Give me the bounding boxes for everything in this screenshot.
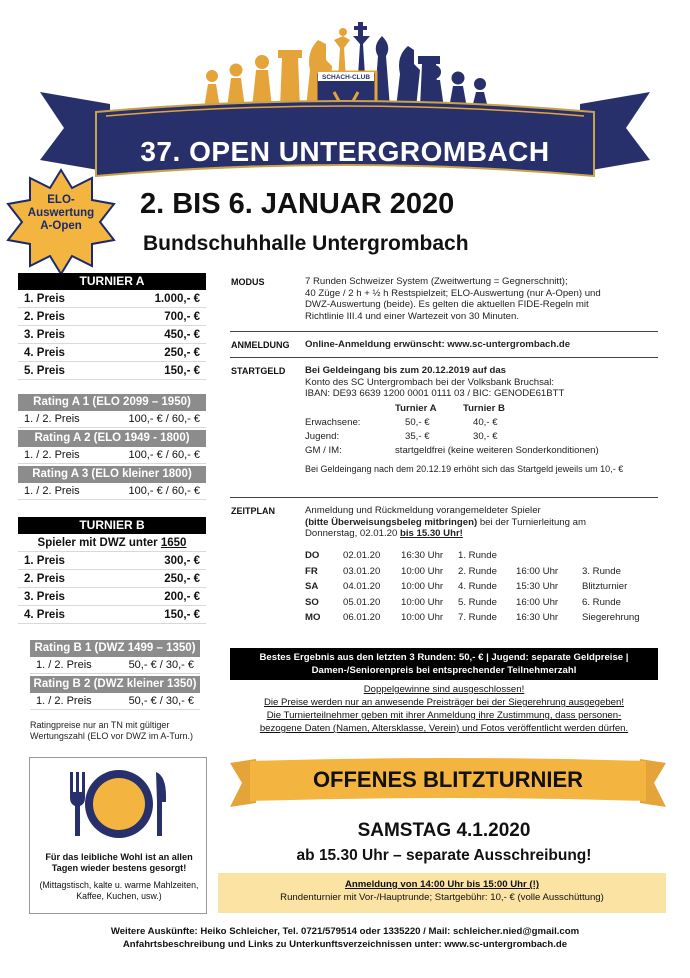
rating-note: Ratingpreise nur an TN mit gültiger Wertungszahl (ELO vor DWZ im A-Turn.) bbox=[30, 720, 194, 741]
prize-row: 3. Preis 450,- € bbox=[18, 326, 206, 344]
plate-cutlery-icon bbox=[30, 758, 208, 848]
footer: Weitere Auskünfte: Heiko Schleicher, Tel. 0721/579514 oder 1335220 / Mail: schleicher.nied@gmail.com Anfahrtsbeschreibung und Links zu Unterkunftsverzeichnissen unter: www.sc-untergrombach.de bbox=[110, 926, 580, 950]
fee-row: Erwachsene: 50,- € 40,- € bbox=[305, 417, 498, 429]
schedule-row: DO 02.01.20 16:30 Uhr 1. Runde bbox=[305, 550, 497, 561]
schedule-row: SO 05.01.20 10:00 Uhr 5. Runde 16:00 Uhr 6. Runde bbox=[305, 596, 621, 608]
rating-row: 1. / 2. Preis 100,- € / 60,- € bbox=[18, 411, 206, 428]
divider bbox=[230, 497, 658, 498]
food-subtext: (Mittagstisch, kalte u. warme Mahlzeiten, Kaffee, Kuchen, usw.) bbox=[39, 880, 199, 901]
event-date: 2. BIS 6. JANUAR 2020 bbox=[140, 188, 455, 220]
turnier-a-title: TURNIER A bbox=[18, 273, 206, 290]
anmeldung-text: Online-Anmeldung erwünscht: www.sc-untergrombach.de bbox=[305, 339, 571, 350]
schedule-row: MO 06.01.20 10:00 Uhr 7. Runde 16:30 Uhr Siegerehrung bbox=[305, 612, 640, 623]
prize-row: 3. Preis 200,- € bbox=[18, 588, 206, 606]
turnier-b-subtitle: Spieler mit DWZ unter 1650 bbox=[18, 534, 206, 552]
modus-label: MODUS bbox=[231, 277, 265, 287]
fee-row: GM / IM: startgeldfrei (keine weiteren Sonderkonditionen) bbox=[305, 445, 599, 457]
fee-row: Jugend: 35,- € 30,- € bbox=[305, 431, 498, 443]
rating-title: Rating A 2 (ELO 1949 - 1800) bbox=[18, 430, 206, 447]
rating-title: Rating A 3 (ELO kleiner 1800) bbox=[18, 466, 206, 483]
page-title: 37. OPEN UNTERGROMBACH bbox=[140, 136, 550, 167]
startgeld-text: Bei Geldeingang bis zum 20.12.2019 auf das Konto des SC Untergrombach bei der Volksbank Bruchsal: IBAN: DE93 6639 1200 0001 0111 03 / BIC: GENODE61BTT Turnier A Turnier B Erwachsene: 50,- € 40,- € Jugend: 35,- € 30,- € GM / IM: startgeldfrei (keine weiteren Sonderkonditionen) Bei Geldeingang nach dem 20.12.19 erhöht sich das Startgeld jeweils um 10,- € bbox=[305, 365, 655, 476]
prize-row: 1. Preis 300,- € bbox=[18, 552, 206, 570]
blitz-title: OFFENES BLITZTURNIER bbox=[312, 767, 584, 792]
rating-title: Rating B 2 (DWZ kleiner 1350) bbox=[30, 676, 200, 693]
prize-row: 2. Preis 700,- € bbox=[18, 308, 206, 326]
zeitplan-text: Anmeldung und Rückmeldung vorangemeldeter Spieler (bitte Überweisungsbeleg mitbringen) bei der Turnierleitung am Donnerstag, 02.01.20 bis 15.30 Uhr! bbox=[305, 505, 586, 540]
divider bbox=[230, 357, 658, 358]
blitz-date: SAMSTAG 4.1.2020 bbox=[357, 820, 531, 841]
rating-row: 1. / 2. Preis 100,- € / 60,- € bbox=[18, 447, 206, 464]
blitz-info-box: Anmeldung von 14:00 Uhr bis 15:00 Uhr (!) Rundenturnier mit Vor-/Hauptrunde; Startgebühr: 10,- € (volle Ausschüttung) bbox=[218, 873, 666, 913]
rating-title: Rating B 1 (DWZ 1499 – 1350) bbox=[30, 640, 200, 657]
prize-row: 4. Preis 150,- € bbox=[18, 606, 206, 624]
prize-row: 5. Preis 150,- € bbox=[18, 362, 206, 380]
food-box bbox=[29, 757, 207, 914]
anmeldung-label: ANMELDUNG bbox=[231, 340, 290, 350]
elo-badge-text: ELO- Auswertung A-Open bbox=[27, 194, 95, 232]
rating-row: 1. / 2. Preis 100,- € / 60,- € bbox=[18, 483, 206, 500]
prize-row: 4. Preis 250,- € bbox=[18, 344, 206, 362]
zeitplan-label: ZEITPLAN bbox=[231, 506, 275, 516]
turnier-a-table bbox=[18, 273, 206, 380]
svg-text:SCHACH-CLUB: SCHACH-CLUB bbox=[321, 74, 371, 81]
rating-title: Rating A 1 (ELO 2099 – 1950) bbox=[18, 394, 206, 411]
food-text: Für das leibliche Wohl ist an allen Tagen wieder bestens gesorgt! bbox=[45, 852, 193, 873]
rating-row: 1. / 2. Preis 50,- € / 30,- € bbox=[30, 693, 200, 710]
prize-row: 2. Preis 250,- € bbox=[18, 570, 206, 588]
turnier-b-table bbox=[18, 517, 206, 624]
best-result-box: Bestes Ergebnis aus den letzten 3 Runden: 50,- € | Jugend: separate Geldpreise | Damen-/Seniorenpreis bei entsprechender Teilnehmerzahl bbox=[230, 648, 658, 680]
modus-text: 7 Runden Schweizer System (Zweitwertung = Gegnerschnitt); 40 Züge / 2 h + ½ h Restspielzeit; ELO-Auswertung (nur A-Open) und DWZ-Auswertung (beide). Es gelten die aktuellen FIDE-Regeln mit Richtlinie III.4 und einer Wartezeit von 30 Minuten. bbox=[305, 276, 601, 323]
rating-row: 1. / 2. Preis 50,- € / 30,- € bbox=[30, 657, 200, 674]
schedule-row: FR 03.01.20 10:00 Uhr 2. Runde 16:00 Uhr 3. Runde bbox=[305, 565, 621, 577]
schedule-row: SA 04.01.20 10:00 Uhr 4. Runde 15:30 Uhr Blitzturnier bbox=[305, 581, 628, 592]
turnier-b-title: TURNIER B bbox=[18, 517, 206, 534]
prize-row: 1. Preis 1.000,- € bbox=[18, 290, 206, 308]
event-venue: Bundschuhhalle Untergrombach bbox=[143, 232, 469, 255]
blitz-time: ab 15.30 Uhr – separate Ausschreibung! bbox=[296, 847, 592, 864]
divider bbox=[230, 331, 658, 332]
startgeld-label: STARTGELD bbox=[231, 366, 286, 376]
notes-block: Doppelgewinne sind ausgeschlossen! Die Preise werden nur an anwesende Preisträger bei der Siegerehrung ausgegeben! Die Turnierteilnehmer geben mit ihrer Anmeldung ihre Zustimmung, dass personen- bezogene Daten (Namen, Altersklasse, Verein) und Fotos veröffentlicht werden dürfen. bbox=[259, 684, 629, 734]
turnier-a-ratings bbox=[18, 392, 206, 500]
schedule-table bbox=[305, 548, 665, 626]
turnier-b-ratings bbox=[30, 638, 200, 710]
